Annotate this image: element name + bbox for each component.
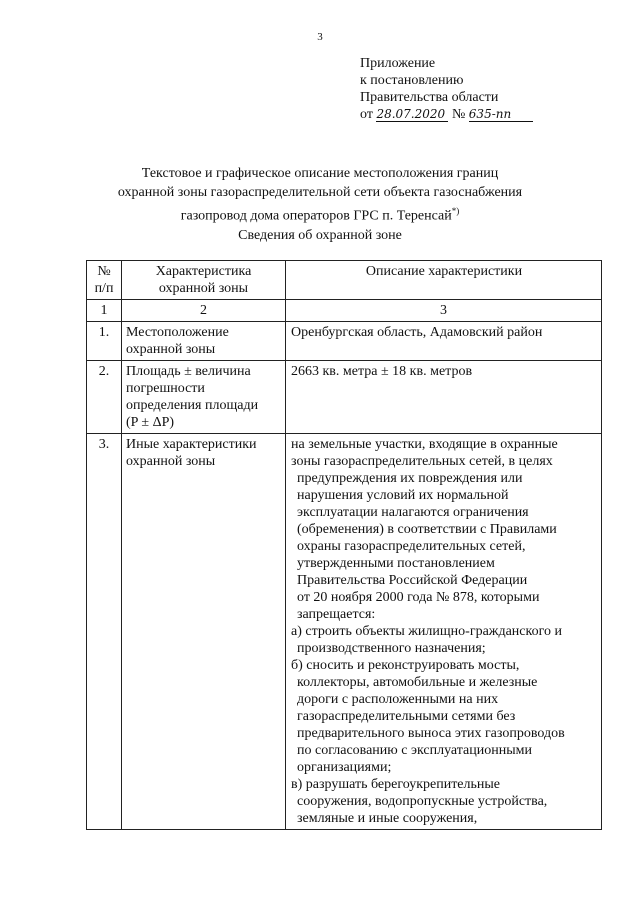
description-line: эксплуатации налагаются ограничения (297, 505, 529, 520)
characteristic-line: охранной зоны (126, 454, 216, 469)
description-line: зоны газораспределительных сетей, в целях (291, 454, 553, 469)
table-row (87, 361, 602, 434)
page-number: 3 (317, 31, 323, 43)
title-line-1: Текстовое и графическое описание местоположения границ (141, 166, 499, 181)
document-title (0, 164, 640, 226)
description-cell (286, 434, 602, 830)
column-number-row (87, 300, 602, 322)
description-line: организациями; (297, 760, 392, 775)
column-number-cell: 2 (122, 300, 286, 322)
date-prefix: от (360, 107, 373, 122)
header-cell-number: № п/п (87, 261, 122, 300)
characteristic-line: Иные характеристики (126, 437, 257, 452)
characteristic-line: погрешности (126, 381, 205, 396)
description-line: предварительного выноса этих газопроводов (297, 726, 565, 741)
title-line-3: газопровод дома операторов ГРС п. Теренсай (180, 208, 452, 224)
characteristic-cell (122, 361, 286, 434)
appendix-line-1: Приложение (360, 56, 436, 71)
description-line: газораспределительными сетями без (297, 709, 516, 724)
row-number: 3. (87, 434, 122, 830)
description-line: земляные и иные сооружения, (297, 811, 478, 826)
header-cell-characteristic: Характеристика охранной зоны (122, 261, 286, 300)
description-line: 2663 кв. метра ± 18 кв. метров (291, 364, 473, 379)
characteristic-cell (122, 434, 286, 830)
appendix-block (360, 55, 533, 123)
description-line: производственного назначения; (297, 641, 486, 656)
description-line: (обременения) в соответствии с Правилами (297, 522, 557, 537)
description-line: сооружения, водопропускные устройства, (297, 794, 548, 809)
section-title: Сведения об охранной зоне (238, 228, 402, 243)
row-number: 1. (87, 322, 122, 361)
table-header-row (87, 261, 602, 300)
description-line: а) строить объекты жилищно-гражданского и (291, 624, 562, 639)
description-cell (286, 322, 602, 361)
description-line: б) сносить и реконструировать мосты, (291, 658, 520, 673)
appendix-line-3: Правительства области (360, 90, 499, 105)
protection-zone-table (86, 260, 602, 830)
description-line: запрещается: (297, 607, 376, 622)
description-line: Оренбургская область, Адамовский район (291, 325, 543, 340)
characteristic-cell (122, 322, 286, 361)
description-cell (286, 361, 602, 434)
number-prefix: № (451, 107, 466, 122)
description-line: Правительства Российской Федерации (297, 573, 528, 588)
description-line: дороги с расположенными на них (297, 692, 499, 707)
title-line-2: охранной зоны газораспределительной сети объекта газоснабжения (117, 185, 523, 200)
appendix-date-line (360, 106, 533, 123)
characteristic-line: Местоположение (126, 325, 229, 340)
description-line: на земельные участки, входящие в охранные (291, 437, 558, 452)
handwritten-number: 635-пп (468, 107, 512, 121)
column-number-cell: 1 (87, 300, 122, 322)
description-line: нарушения условий их нормальной (297, 488, 509, 503)
description-line: утвержденными постановлением (297, 556, 495, 571)
appendix-line-2: к постановлению (360, 73, 464, 88)
description-line: коллекторы, автомобильные и железные (297, 675, 538, 690)
handwritten-date: 28.07.2020 (376, 107, 446, 121)
footnote-mark: *) (451, 206, 460, 216)
description-line: охраны газораспределительных сетей, (297, 539, 526, 554)
characteristic-line: определения площади (126, 398, 259, 413)
characteristic-line: Площадь ± величина (126, 364, 251, 379)
header-cell-description: Описание характеристики (286, 261, 602, 300)
column-number-cell: 3 (286, 300, 602, 322)
description-line: по согласованию с эксплуатационными (297, 743, 532, 758)
description-line: предупреждения их повреждения или (297, 471, 523, 486)
characteristic-line: (P ± ΔP) (126, 415, 175, 430)
description-line: от 20 ноября 2000 года № 878, которыми (297, 590, 540, 605)
description-line: в) разрушать берегоукрепительные (291, 777, 501, 792)
characteristic-line: охранной зоны (126, 342, 216, 357)
row-number: 2. (87, 361, 122, 434)
table-row (87, 434, 602, 830)
table-row (87, 322, 602, 361)
